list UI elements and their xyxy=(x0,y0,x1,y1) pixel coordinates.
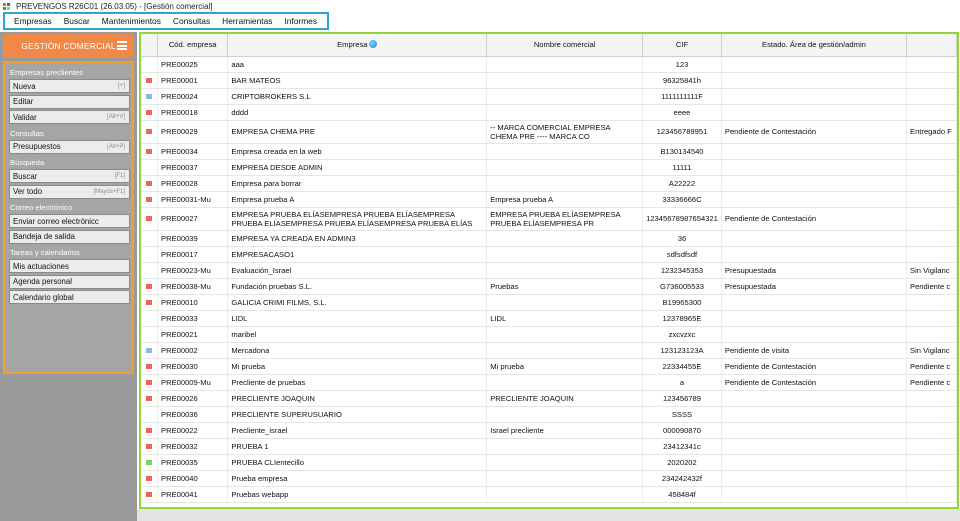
table-row[interactable] xyxy=(141,374,957,390)
cell-cif: SSSS xyxy=(643,406,722,422)
cell-cif: 23412341c xyxy=(643,438,722,454)
cell-nombre xyxy=(487,374,643,390)
table-row[interactable] xyxy=(141,120,957,143)
cell-empresa: Evaluación_Israel xyxy=(228,262,487,278)
menu-consultas[interactable]: Consultas xyxy=(172,16,211,26)
cell-codigo: PRE00040 xyxy=(158,470,228,486)
cell-empresa: Mercadona xyxy=(228,342,487,358)
row-flag-cell xyxy=(141,191,158,207)
cell-extra xyxy=(907,470,957,486)
cell-codigo: PRE00030 xyxy=(158,358,228,374)
col-nombre-header[interactable]: Nombre comercial xyxy=(487,34,643,56)
cell-codigo: PRE00032 xyxy=(158,438,228,454)
app-logo-icon xyxy=(3,3,12,10)
cell-empresa: PRECLIENTE SUPERUSUARIO xyxy=(228,406,487,422)
cell-estado xyxy=(721,438,906,454)
col-codigo-header[interactable]: Cód. empresa xyxy=(158,34,228,56)
col-estado-header[interactable]: Estado. Área de gestión/admin xyxy=(721,34,906,56)
row-flag-cell xyxy=(141,143,158,159)
cell-nombre: Pruebas xyxy=(487,278,643,294)
table-row[interactable] xyxy=(141,246,957,262)
cell-nombre xyxy=(487,438,643,454)
cell-codigo: PRE00026 xyxy=(158,390,228,406)
cell-estado xyxy=(721,175,906,191)
sidebar-button-label: Mis actuaciones xyxy=(13,261,69,271)
status-square-icon xyxy=(146,460,152,465)
cell-nombre xyxy=(487,406,643,422)
cell-nombre xyxy=(487,159,643,175)
cell-estado xyxy=(721,159,906,175)
table-row[interactable] xyxy=(141,207,957,230)
cell-estado xyxy=(721,310,906,326)
cell-cif: 123123123A xyxy=(643,342,722,358)
cell-extra xyxy=(907,143,957,159)
cell-cif: G736005533 xyxy=(643,278,722,294)
table-row[interactable] xyxy=(141,159,957,175)
cell-cif: 000090870 xyxy=(643,422,722,438)
status-square-icon xyxy=(146,300,152,305)
companies-table xyxy=(141,34,957,503)
table-row[interactable] xyxy=(141,326,957,342)
table-row[interactable] xyxy=(141,358,957,374)
cell-nombre xyxy=(487,342,643,358)
menu-mantenimientos[interactable]: Mantenimientos xyxy=(101,16,161,26)
cell-nombre-text: EMPRESA PRUEBA ELÍASEMPRESA PRUEBA ELÍASEMPRESA PR xyxy=(490,209,621,228)
row-flag-cell xyxy=(141,390,158,406)
sidebar-button[interactable] xyxy=(9,140,130,154)
cell-empresa: Empresa prueba A xyxy=(228,191,487,207)
cell-estado xyxy=(721,56,906,72)
cell-estado: Pendiente de Contestación xyxy=(721,374,906,390)
row-flag-cell xyxy=(141,262,158,278)
table-row[interactable] xyxy=(141,294,957,310)
cell-codigo: PRE00018 xyxy=(158,104,228,120)
cell-empresa: dddd xyxy=(228,104,487,120)
cell-extra xyxy=(907,207,957,230)
cell-extra xyxy=(907,104,957,120)
menu-buscar[interactable]: Buscar xyxy=(63,16,90,26)
cell-cif: 2020202 xyxy=(643,454,722,470)
cell-cif: 123 xyxy=(643,56,722,72)
sidebar-button-label: Bandeja de salida xyxy=(13,232,75,241)
sidebar-button[interactable] xyxy=(9,214,130,228)
cell-extra xyxy=(907,159,957,175)
status-square-icon xyxy=(146,110,152,115)
sidebar-button-shortcut: [+] xyxy=(118,83,125,89)
cell-nombre xyxy=(487,175,643,191)
cell-codigo: PRE00038-Mu xyxy=(158,278,228,294)
sidebar-button-label: Calendario global xyxy=(13,292,74,302)
table-header-row xyxy=(141,34,957,56)
row-flag-cell xyxy=(141,486,158,502)
row-flag-cell xyxy=(141,310,158,326)
cell-empresa: aaa xyxy=(228,56,487,72)
cell-estado: Pendiente de visita xyxy=(721,342,906,358)
cell-estado: Pendiente de Contestación xyxy=(721,358,906,374)
menu-herramientas[interactable]: Herramientas xyxy=(222,16,273,26)
left-panel xyxy=(0,32,137,521)
cell-cif: 36 xyxy=(643,230,722,246)
cell-cif: 33336666C xyxy=(643,191,722,207)
cell-extra xyxy=(907,230,957,246)
cell-empresa xyxy=(228,207,487,230)
menu-informes[interactable]: Informes xyxy=(284,16,318,26)
sidebar-section-title: Búsqueda xyxy=(10,158,45,167)
sidebar-button[interactable] xyxy=(9,79,130,93)
table-row[interactable] xyxy=(141,88,957,104)
cell-codigo: PRE00010 xyxy=(158,294,228,310)
cell-extra xyxy=(907,294,957,310)
sidebar-button[interactable] xyxy=(9,290,130,304)
cell-estado xyxy=(721,191,906,207)
col-extra-header[interactable] xyxy=(907,34,957,56)
sidebar-button-label: Buscar xyxy=(13,171,38,181)
cell-codigo: PRE00017 xyxy=(158,246,228,262)
table-row[interactable] xyxy=(141,278,957,294)
sidebar-button[interactable] xyxy=(9,275,130,289)
cell-codigo: PRE00035 xyxy=(158,454,228,470)
bottom-strip xyxy=(137,509,960,521)
cell-codigo: PRE00036 xyxy=(158,406,228,422)
table-row[interactable] xyxy=(141,438,957,454)
cell-nombre: LIDL xyxy=(487,310,643,326)
cell-empresa: Pruebas webapp xyxy=(228,486,487,502)
row-flag-cell xyxy=(141,120,158,143)
cell-empresa: CRIPTOBROKERS S.L xyxy=(228,88,487,104)
cell-codigo: PRE00028 xyxy=(158,175,228,191)
cell-empresa: PRUEBA CLIentecillo xyxy=(228,454,487,470)
cell-extra xyxy=(907,88,957,104)
cell-nombre: Mi prueba xyxy=(487,358,643,374)
sidebar-button-shortcut: [Alt+V] xyxy=(107,114,125,120)
table-row[interactable] xyxy=(141,230,957,246)
cell-extra xyxy=(907,175,957,191)
cell-nombre xyxy=(487,72,643,88)
cell-empresa-text: EMPRESA PRUEBA ELÍASEMPRESA PRUEBA ELÍASEMPRESA PRUEBA ELÍASEMPRESA PRUEBA ELÍASEMPRESA PRUEBA ELÍAS xyxy=(231,209,473,228)
cell-cif: 234242432f xyxy=(643,470,722,486)
cell-codigo: PRE00039 xyxy=(158,230,228,246)
cell-cif: zxcvzxc xyxy=(643,326,722,342)
cell-estado xyxy=(721,326,906,342)
cell-empresa: Empresa creada en la web xyxy=(228,143,487,159)
cell-cif: 96325841h xyxy=(643,72,722,88)
cell-extra xyxy=(907,191,957,207)
sidebar-button[interactable] xyxy=(9,259,130,273)
cell-nombre xyxy=(487,104,643,120)
table-row[interactable] xyxy=(141,470,957,486)
row-flag-cell xyxy=(141,438,158,454)
cell-cif: eeee xyxy=(643,104,722,120)
col-empresa-header[interactable] xyxy=(228,34,487,56)
row-flag-cell xyxy=(141,72,158,88)
table-row[interactable] xyxy=(141,191,957,207)
sidebar-button-label: Presupuestos xyxy=(13,142,61,151)
cell-cif: 11111 xyxy=(643,159,722,175)
cell-estado xyxy=(721,422,906,438)
table-row[interactable] xyxy=(141,486,957,502)
cell-codigo: PRE00034 xyxy=(158,143,228,159)
status-square-icon xyxy=(146,284,152,289)
cell-estado xyxy=(721,486,906,502)
cell-codigo: PRE00037 xyxy=(158,159,228,175)
cell-empresa: GALICIA CRIMI FILMS, S.L. xyxy=(228,294,487,310)
cell-codigo: PRE00002 xyxy=(158,342,228,358)
cell-extra xyxy=(907,310,957,326)
cell-cif: sdfsdfsdf xyxy=(643,246,722,262)
row-flag-cell xyxy=(141,454,158,470)
cell-estado xyxy=(721,246,906,262)
cell-cif: 123456789951 xyxy=(643,120,722,143)
cell-empresa: BAR MATEOS xyxy=(228,72,487,88)
cell-estado: Presupuestada xyxy=(721,262,906,278)
title-bar xyxy=(0,0,960,12)
table-row[interactable] xyxy=(141,72,957,88)
cell-codigo: PRE00023-Mu xyxy=(158,262,228,278)
cell-extra xyxy=(907,422,957,438)
cell-estado: Presupuestada xyxy=(721,278,906,294)
cell-cif: 12378965E xyxy=(643,310,722,326)
col-flag-header xyxy=(141,34,158,56)
status-square-icon xyxy=(146,78,152,83)
cell-empresa: Empresa para borrar xyxy=(228,175,487,191)
sidebar-button[interactable] xyxy=(9,230,130,244)
cell-empresa: EMPRESACASO1 xyxy=(228,246,487,262)
cell-extra xyxy=(907,438,957,454)
cell-codigo: PRE00022 xyxy=(158,422,228,438)
status-square-icon xyxy=(146,348,152,353)
sidebar-button-label: Enviar correo electrónicc xyxy=(13,216,99,226)
table-row[interactable] xyxy=(141,406,957,422)
cell-cif: 123456789 xyxy=(643,390,722,406)
table-row[interactable] xyxy=(141,262,957,278)
row-flag-cell xyxy=(141,342,158,358)
status-square-icon xyxy=(146,476,152,481)
cell-estado xyxy=(721,88,906,104)
status-square-icon xyxy=(146,444,152,449)
cell-cif: 22334455E xyxy=(643,358,722,374)
cell-empresa: Mi prueba xyxy=(228,358,487,374)
cell-nombre xyxy=(487,230,643,246)
status-square-icon xyxy=(146,181,152,186)
cell-extra xyxy=(907,72,957,88)
status-square-icon xyxy=(146,149,152,154)
cell-estado: Pendiente de Contestación xyxy=(721,120,906,143)
sidebar-header xyxy=(3,34,134,58)
cell-extra xyxy=(907,406,957,422)
cell-empresa: PRUEBA 1 xyxy=(228,438,487,454)
cell-empresa: Fundación pruebas S.L. xyxy=(228,278,487,294)
cell-empresa: LIDL xyxy=(228,310,487,326)
row-flag-cell xyxy=(141,175,158,191)
cell-extra xyxy=(907,486,957,502)
row-flag-cell xyxy=(141,104,158,120)
cell-nombre xyxy=(487,326,643,342)
sidebar-actions xyxy=(3,61,134,374)
sidebar-button-label: Nueva xyxy=(13,81,36,91)
cell-empresa-text: EMPRESA CHEMA PRE xyxy=(231,127,315,136)
cell-estado xyxy=(721,230,906,246)
table-row[interactable] xyxy=(141,143,957,159)
cell-codigo: PRE00025 xyxy=(158,56,228,72)
cell-cif: 1232345353 xyxy=(643,262,722,278)
cell-codigo: PRE00029 xyxy=(158,120,228,143)
cell-empresa: Precliente de pruebas xyxy=(228,374,487,390)
cell-extra: Sin Vigilanc xyxy=(907,262,957,278)
cell-nombre xyxy=(487,470,643,486)
cell-cif: a xyxy=(643,374,722,390)
status-square-icon xyxy=(146,380,152,385)
cell-codigo: PRE00027 xyxy=(158,207,228,230)
cell-nombre xyxy=(487,88,643,104)
cell-cif: B130134540 xyxy=(643,143,722,159)
row-flag-cell xyxy=(141,326,158,342)
cell-cif: 12345678987654321 xyxy=(643,207,722,230)
cell-extra xyxy=(907,390,957,406)
status-square-icon xyxy=(146,396,152,401)
cell-codigo: PRE00031-Mu xyxy=(158,191,228,207)
cell-nombre xyxy=(487,486,643,502)
row-flag-cell xyxy=(141,246,158,262)
cell-cif: 1111111111F xyxy=(643,88,722,104)
window-title: PREVENGOS R26C01 (26.03.05) - [Gestión comercial] xyxy=(16,1,213,11)
cell-estado xyxy=(721,143,906,159)
cell-nombre xyxy=(487,207,643,230)
hamburger-menu-icon[interactable] xyxy=(117,41,127,50)
sidebar-button-shortcut: [Mayús+F1] xyxy=(93,188,125,195)
cell-estado xyxy=(721,72,906,88)
table-row[interactable] xyxy=(141,422,957,438)
cell-extra: Sin Vigilanc xyxy=(907,342,957,358)
row-flag-cell xyxy=(141,294,158,310)
cell-nombre xyxy=(487,294,643,310)
sidebar-title: GESTIÓN COMERCIAL xyxy=(21,41,116,51)
sidebar-button-label: Agenda personal xyxy=(13,277,72,286)
cell-nombre: Empresa prueba A xyxy=(487,191,643,207)
cell-empresa: EMPRESA YA CREADA EN ADMIN3 xyxy=(228,230,487,246)
cell-nombre: PRECLIENTE JOAQUIN xyxy=(487,390,643,406)
companies-grid xyxy=(139,32,959,509)
row-flag-cell xyxy=(141,88,158,104)
cell-codigo: PRE00033 xyxy=(158,310,228,326)
sidebar-button-shortcut: [Alt+P] xyxy=(107,143,125,150)
status-square-icon xyxy=(146,492,152,497)
cell-estado xyxy=(721,470,906,486)
sidebar-section-title: Correo electrónico xyxy=(10,203,73,212)
row-flag-cell xyxy=(141,470,158,486)
sidebar-button[interactable] xyxy=(9,169,130,183)
table-row[interactable] xyxy=(141,104,957,120)
sidebar-section-title: Empresas preclientes xyxy=(10,68,84,77)
cell-codigo: PRE00001 xyxy=(158,72,228,88)
table-row[interactable] xyxy=(141,310,957,326)
status-square-icon xyxy=(146,364,152,369)
cell-nombre-text: -- MARCA COMERCIAL EMPRESA CHEMA PRE ---- MARCA CO xyxy=(490,122,611,141)
sidebar-section-title: Tareas y calendarios xyxy=(10,248,80,257)
cell-nombre xyxy=(487,120,643,143)
cell-codigo: PRE00009-Mu xyxy=(158,374,228,390)
globe-icon xyxy=(369,40,377,48)
cell-estado xyxy=(721,294,906,310)
table-row[interactable] xyxy=(141,56,957,72)
status-square-icon xyxy=(146,94,152,99)
sidebar-button[interactable] xyxy=(9,95,130,109)
cell-estado xyxy=(721,104,906,120)
cell-extra xyxy=(907,326,957,342)
cell-nombre xyxy=(487,56,643,72)
cell-extra: Entregado F xyxy=(907,120,957,143)
sidebar-button[interactable] xyxy=(9,110,130,124)
cell-nombre xyxy=(487,262,643,278)
cell-codigo: PRE00024 xyxy=(158,88,228,104)
cell-estado xyxy=(721,406,906,422)
col-empresa-label: Empresa xyxy=(337,40,368,50)
cell-nombre xyxy=(487,246,643,262)
row-flag-cell xyxy=(141,358,158,374)
sidebar-button-shortcut: [F1] xyxy=(114,173,125,179)
row-flag-cell xyxy=(141,374,158,390)
cell-extra: Pendiente c xyxy=(907,278,957,294)
cell-estado xyxy=(721,454,906,470)
cell-nombre xyxy=(487,454,643,470)
cell-codigo: PRE00021 xyxy=(158,326,228,342)
table-row[interactable] xyxy=(141,342,957,358)
cell-cif: A22222 xyxy=(643,175,722,191)
sidebar-button-label: Editar xyxy=(13,97,34,106)
status-square-icon xyxy=(146,129,152,134)
menu-bar xyxy=(3,12,329,30)
cell-empresa: maribel xyxy=(228,326,487,342)
menu-empresas[interactable]: Empresas xyxy=(14,16,52,26)
cell-codigo: PRE00041 xyxy=(158,486,228,502)
cell-empresa xyxy=(228,120,487,143)
cell-nombre xyxy=(487,143,643,159)
cell-cif: 458484f xyxy=(643,486,722,502)
sidebar-button-label: Validar xyxy=(13,112,37,122)
cell-empresa: Precliente_israel xyxy=(228,422,487,438)
row-flag-cell xyxy=(141,207,158,230)
cell-nombre: Israel precliente xyxy=(487,422,643,438)
cell-extra: Pendiente c xyxy=(907,374,957,390)
sidebar-section-title: Consultas xyxy=(10,128,44,138)
row-flag-cell xyxy=(141,159,158,175)
sidebar-button[interactable] xyxy=(9,185,130,199)
row-flag-cell xyxy=(141,422,158,438)
cell-empresa: Prueba empresa xyxy=(228,470,487,486)
table-row[interactable] xyxy=(141,454,957,470)
cell-extra: Pendiente c xyxy=(907,358,957,374)
cell-cif: B19965300 xyxy=(643,294,722,310)
status-square-icon xyxy=(146,428,152,433)
row-flag-cell xyxy=(141,406,158,422)
cell-empresa: PRECLIENTE JOAQUIN xyxy=(228,390,487,406)
table-row[interactable] xyxy=(141,175,957,191)
cell-extra xyxy=(907,56,957,72)
table-row[interactable] xyxy=(141,390,957,406)
cell-estado xyxy=(721,390,906,406)
sidebar-button-label: Ver todo xyxy=(13,187,43,196)
row-flag-cell xyxy=(141,230,158,246)
row-flag-cell xyxy=(141,278,158,294)
status-square-icon xyxy=(146,216,152,221)
cell-empresa: EMPRESA DESDE ADMIN xyxy=(228,159,487,175)
cell-extra xyxy=(907,246,957,262)
col-cif-header[interactable]: CIF xyxy=(643,34,722,56)
row-flag-cell xyxy=(141,56,158,72)
cell-extra xyxy=(907,454,957,470)
status-square-icon xyxy=(146,197,152,202)
cell-estado: Pendiente de Contestación xyxy=(721,207,906,230)
